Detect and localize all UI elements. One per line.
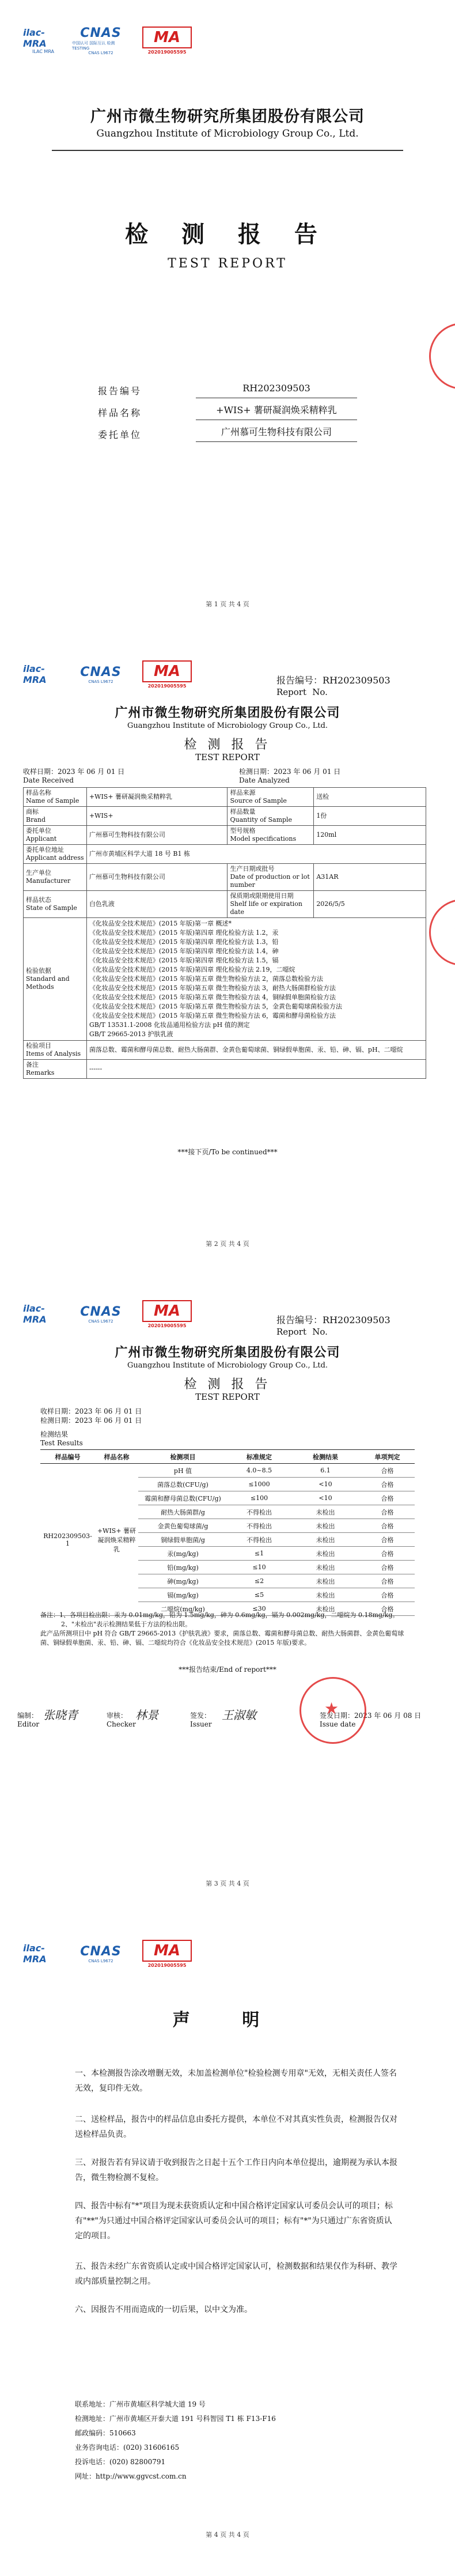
table-header-row: 样品编号 样品名称 检测项目 标准规定 检测结果 单项判定 (40, 1450, 415, 1464)
date-analyzed: 检测日期：2023 年 06 月 01 日 Date Analyzed (239, 768, 341, 784)
issue-date: 签发日期：2023 年 06 月 08 日 Issue date (320, 1712, 422, 1728)
table-row: 菌落总数(CFU/g) ≤1000 <10 合格 (40, 1478, 415, 1491)
report-title-en: TEST REPORT (168, 256, 287, 271)
table-row: 委托单位地址 Applicant address 广州市黄埔区科学大道 18 号 B1 栋 (24, 845, 426, 864)
date-received: 收样日期：2023 年 06 月 01 日 (40, 1407, 142, 1415)
table-row: 备注 Remarks ------ (24, 1060, 426, 1079)
ilac-mra-logo: ilac-MRA (23, 1303, 47, 1325)
page-number: 第 4 页 共 4 页 (206, 2531, 249, 2539)
declaration-item: 六、因报告不用而造成的一切后果，以中文为准。 (75, 2305, 252, 2314)
cover-row-sample-name: 样品名称 +WIS+ 薯研凝润焕采精粹乳 (98, 401, 397, 423)
cma-logo: MA 202019005595 (138, 1939, 196, 1968)
table-row: 样品状态 State of Sample 白色乳液 保质期或限期使用日期 Shelf life or expiration date 2026/5/5 (24, 891, 426, 918)
declaration-item: 三、对报告若有异议请于收到报告之日起十五个工作日内向本单位提出，逾期视为承认本报告，微生物检测不复检。 (75, 2158, 397, 2182)
sample-name-cell: +WIS+ 薯研凝润焕采精粹乳 (95, 1464, 138, 1616)
ilac-mra-logo: ilac-MRA (23, 663, 47, 685)
table-row: 商标 Brand +WIS+ 样品数量 Quantity of Sample 1份 (24, 807, 426, 826)
page-results (0, 1279, 455, 1919)
cnas-logo: CNAS CNAS L9672 (80, 1944, 122, 1963)
page-number: 第 1 页 共 4 页 (206, 600, 249, 608)
table-row: 汞(mg/kg) ≤1 未检出 合格 (40, 1547, 415, 1561)
ilac-mra-logo: ilac-MRA (23, 1943, 47, 1965)
continued-note: ***接下页/To be continued*** (177, 1148, 278, 1156)
company-name-cn: 广州市微生物研究所集团股份有限公司 (90, 108, 365, 126)
official-seal (429, 899, 455, 966)
table-row: 生产单位 Manufacturer 广州慕可生物科技有限公司 生产日期或批号 Date of production or lot number A31AR (24, 864, 426, 891)
table-row: 检验依据 Standard and Methods 《化妆品安全技术规范》(2015 年版)第一章 概述* 《化妆品安全技术规范》(2015 年版)第四章 理化检验方法 1.2，汞 《化妆品安全技术规范》(2015 年版)第四章 理化检验方法 1.3，铅 《化妆品安全技术规范》(2015 年版)第四章 理化检验方法 1.4，砷 《化妆品安全技术规范》(2015 年版)第四章 理化检验方法 1.5，镉 《化妆品安全技术规范》(2015 年版)第四章 理化检验方法 2.19，二噁烷 《化妆品安全技术规范》(2015 年版)第五章 微生物检验方法 2，菌落总数检验方法 《化妆品安全技术规范》(2015 年版)第五章 微生物检验方法 3，耐热大肠菌群检验方法 《化妆品安全技术规范》(2015 年版)第五章 微生物检验方法 4，铜绿假单胞菌检验方法 《化妆品安全技术规范》(2015 年版)第五章 微生物检验方法 5，金黄色葡萄球菌检验方法 《化妆品安全技术规范》(2015 年版)第五章 微生物检验方法 6，霉菌和酵母菌检验方法 GB/T 13531.1-2008 化妆品通用检验方法 pH 值的测定 GB/T 29665-2013 护肤乳液 (24, 918, 426, 1041)
issuer-label: 签发： Issuer (190, 1712, 212, 1728)
sample-info-table (23, 787, 426, 1079)
date-analyzed: 检测日期：2023 年 06 月 01 日 (40, 1417, 142, 1425)
table-row: 二噁烷(mg/kg) ≤30 未检出 合格 (40, 1602, 415, 1616)
page-sample-info (0, 640, 455, 1279)
table-row: 霉菌和酵母菌总数(CFU/g) ≤100 <10 合格 (40, 1491, 415, 1505)
divider (52, 150, 403, 151)
declaration-item: 四、报告中标有"*"项目为现未获资质认定和中国合格评定国家认可委员会认可的项目；标有"**"为只通过中国合格评定国家认可委员会认可的项目；标有"*"为只通过广东省资质认定的项目。 (75, 2201, 393, 2241)
page-cover (0, 0, 455, 640)
certification-logos (23, 23, 207, 58)
table-row: 砷(mg/kg) ≤2 未检出 合格 (40, 1574, 415, 1588)
cma-logo: MA 202019005595 (138, 660, 196, 689)
declaration-item: 二、送检样品，报告中的样品信息由委托方提供，本单位不对其真实性负责，检测报告仅对送检样品负责。 (75, 2115, 397, 2139)
table-row: 检验项目 Items of Analysis 菌落总数、霉菌和酵母菌总数、耐热大肠菌群、金黄色葡萄球菌、铜绿假单胞菌、汞、铅、砷、镉、pH、二噁烷 (24, 1041, 426, 1060)
page-declaration (0, 1919, 455, 2576)
date-received: 收样日期：2023 年 06 月 01 日 Date Received (23, 768, 125, 784)
cnas-logo: CNAS 中国认可 国际互认 检测 TESTING CNAS L9672 (72, 25, 122, 55)
company-name-en: Guangzhou Institute of Microbiology Group Co., Ltd. (127, 1361, 328, 1370)
declaration-title: 声 明 (172, 2010, 283, 2030)
table-row: RH202309503-1 +WIS+ 薯研凝润焕采精粹乳 pH 值 4.0~8.5 6.1 合格 (40, 1464, 415, 1478)
table-row: 铜绿假单胞菌/g 不得检出 未检出 合格 (40, 1533, 415, 1547)
cma-logo: MA 202019005595 (138, 23, 196, 58)
table-row: 耐热大肠菌群/g 不得检出 未检出 合格 (40, 1505, 415, 1519)
table-row: 铅(mg/kg) ≤10 未检出 合格 (40, 1561, 415, 1574)
website-link[interactable]: 网址：http://www.ggvcst.com.cn (75, 2472, 187, 2480)
page-number: 第 3 页 共 4 页 (206, 1880, 249, 1887)
cnas-logo: CNAS CNAS L9672 (80, 664, 122, 684)
editor-label: 编制： Editor (17, 1712, 40, 1728)
results-table (40, 1449, 415, 1616)
certification-logos (23, 1300, 207, 1328)
checker-signature: 林景 (135, 1708, 158, 1722)
report-number: 报告编号：RH202309503 Report No. (276, 1315, 390, 1337)
results-notes: 备注：1、各项目检出限：汞为 0.01mg/kg，铅为 1.5mg/kg，砷为 0.6mg/kg，镉为 0.002mg/kg，二噁烷为 0.18mg/kg。 2、"未检出"表示检测结果低于方法的检出限。 此产品所测项目中 pH 符合 GB/T 29665-2013《护肤乳液》要求，菌落总数、霉菌和酵母菌总数、耐热大肠菌群、金黄色葡萄球菌、铜绿假单胞菌、汞、铅、砷、镉、二噁烷均符合《化妆品安全技术规范》(2015 年版)要求。 (40, 1611, 404, 1646)
company-name-en: Guangzhou Institute of Microbiology Group Co., Ltd. (96, 128, 359, 139)
editor-signature: 张晓青 (43, 1708, 78, 1722)
report-title-cn: 检 测 报 告 (184, 1377, 271, 1392)
cnas-logo: CNAS CNAS L9672 (80, 1304, 122, 1324)
end-of-report: ***报告结束/End of report*** (179, 1665, 276, 1674)
cma-logo: MA 202019005595 (138, 1300, 196, 1328)
results-label: 检测结果 Test Results (40, 1430, 83, 1447)
report-title-en: TEST REPORT (195, 1392, 260, 1402)
table-row: 镉(mg/kg) ≤5 未检出 合格 (40, 1588, 415, 1602)
cover-row-report-no: 报告编号 RH202309503 (98, 379, 397, 401)
declaration-item: 五、报告未经广东省资质认定或中国合格评定国家认可，检测数据和结果仅作为科研、教学或内部质量控制之用。 (75, 2262, 397, 2286)
company-name-cn: 广州市微生物研究所集团股份有限公司 (115, 1345, 340, 1360)
company-name-cn: 广州市微生物研究所集团股份有限公司 (115, 705, 340, 720)
declaration-item: 一、本检测报告涂改增删无效，未加盖检测单位"检验检测专用章"无效，无相关责任人签名无效，复印件无效。 (75, 2069, 397, 2093)
table-row: 金黄色葡萄球菌/g 不得检出 未检出 合格 (40, 1519, 415, 1533)
standards-list: 《化妆品安全技术规范》(2015 年版)第一章 概述* 《化妆品安全技术规范》(2015 年版)第四章 理化检验方法 1.2，汞 《化妆品安全技术规范》(2015 年版)第四章 理化检验方法 1.3，铅 《化妆品安全技术规范》(2015 年版)第四章 理化检验方法 1.4，砷 《化妆品安全技术规范》(2015 年版)第四章 理化检验方法 1.5，镉 《化妆品安全技术规范》(2015 年版)第四章 理化检验方法 2.19，二噁烷 《化妆品安全技术规范》(2015 年版)第五章 微生物检验方法 2，菌落总数检验方法 《化妆品安全技术规范》(2015 年版)第五章 微生物检验方法 3，耐热大肠菌群检验方法 《化妆品安全技术规范》(2015 年版)第五章 微生物检验方法 4，铜绿假单胞菌检验方法 《化妆品安全技术规范》(2015 年版)第五章 微生物检验方法 5，金黄色葡萄球菌检验方法 《化妆品安全技术规范》(2015 年版)第五章 微生物检验方法 6，霉菌和酵母菌检验方法 GB/T 13531.1-2008 化妆品通用检验方法 pH 值的测定 GB/T 29665-2013 护肤乳液 (86, 918, 426, 1041)
report-title-cn: 检 测 报 告 (125, 221, 330, 248)
contact-info: 联系地址：广州市黄埔区科学城大道 19 号 检测地址：广州市黄埔区开泰大道 191 号科智园 T1 栋 F13-F16 邮政编码：510663 业务咨询电话：(020) 31606165 投诉电话：(020) 82800791 网址：http://www.ggvcst.com.cn (75, 2397, 397, 2484)
issuer-signature: 王淑敏 (222, 1708, 256, 1722)
table-row: 委托单位 Applicant 广州慕可生物科技有限公司 型号规格 Model specifications 120ml (24, 826, 426, 845)
certification-logos (23, 1939, 207, 1968)
cover-row-applicant: 委托单位 广州慕可生物科技有限公司 (98, 423, 397, 445)
official-seal (429, 323, 455, 390)
certification-logos (23, 660, 207, 689)
report-title-cn: 检 测 报 告 (184, 738, 271, 752)
company-name-en: Guangzhou Institute of Microbiology Group Co., Ltd. (127, 722, 328, 730)
page-number: 第 2 页 共 4 页 (206, 1240, 249, 1248)
report-title-en: TEST REPORT (195, 752, 260, 762)
table-row: 样品名称 Name of Sample +WIS+ 薯研凝润焕采精粹乳 样品来源 Source of Sample 送检 (24, 788, 426, 807)
report-number: 报告编号：RH202309503 Report No. (276, 675, 390, 697)
official-seal (299, 1677, 366, 1744)
checker-label: 审核： Checker (107, 1712, 136, 1728)
ilac-mra-logo: ilac-MRA ILAC MRA (23, 27, 55, 54)
sample-no-cell: RH202309503-1 (40, 1464, 95, 1616)
